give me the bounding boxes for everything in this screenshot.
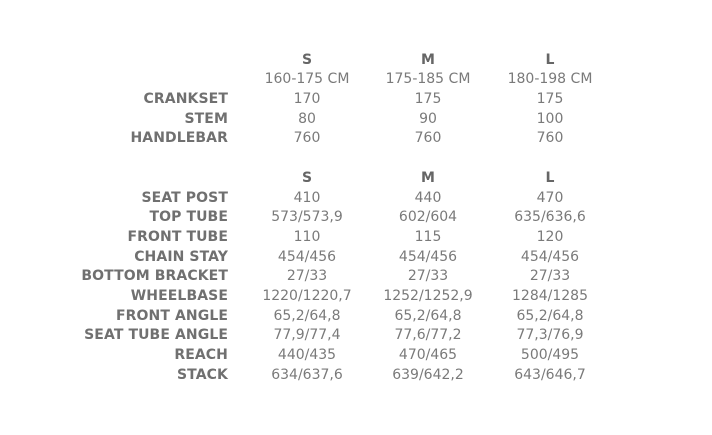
row-label-chain-stay: CHAIN STAY <box>134 249 228 265</box>
value-cell: 77,6/77,2 <box>394 327 462 343</box>
value-cell: 635/636,6 <box>514 209 586 225</box>
table-row-bottom-bracket <box>0 266 712 286</box>
value-cell: 639/642,2 <box>392 367 464 383</box>
height-range-s: 160-175 CM <box>264 71 350 87</box>
value-cell: 602/604 <box>398 209 458 225</box>
value-cell: 470 <box>536 190 564 206</box>
row-label-seat-tube-angle: SEAT TUBE ANGLE <box>84 327 228 343</box>
row-label-seat-post: SEAT POST <box>141 190 228 206</box>
table-row-wheelbase <box>0 286 712 306</box>
value-cell: 1252/1252,9 <box>383 288 473 304</box>
table-row-crankset <box>0 89 712 109</box>
value-cell: 27/33 <box>286 268 328 284</box>
value-cell: 500/495 <box>520 347 580 363</box>
value-cell: 175 <box>536 91 564 107</box>
value-cell: 27/33 <box>407 268 449 284</box>
value-cell: 440 <box>414 190 442 206</box>
value-cell: 440/435 <box>277 347 337 363</box>
value-cell: 170 <box>293 91 321 107</box>
value-cell: 115 <box>414 229 442 245</box>
value-cell: 110 <box>293 229 321 245</box>
table-row-front-tube <box>0 227 712 247</box>
value-cell: 65,2/64,8 <box>394 308 462 324</box>
value-cell: 65,2/64,8 <box>273 308 341 324</box>
table-row-reach <box>0 345 712 365</box>
table-row-stack <box>0 365 712 385</box>
value-cell: 80 <box>298 111 316 127</box>
value-cell: 454/456 <box>520 249 580 265</box>
value-cell: 634/637,6 <box>271 367 343 383</box>
value-cell: 27/33 <box>529 268 571 284</box>
height-range-m: 175-185 CM <box>385 71 471 87</box>
size-header-m: M <box>421 170 435 186</box>
size-header-l: L <box>545 170 555 186</box>
value-cell: 410 <box>293 190 321 206</box>
size-header-m: M <box>421 52 435 68</box>
value-cell: 454/456 <box>398 249 458 265</box>
table-row-seat-post <box>0 188 712 208</box>
value-cell: 760 <box>293 130 321 146</box>
value-cell: 760 <box>414 130 442 146</box>
value-cell: 470/465 <box>398 347 458 363</box>
value-cell: 760 <box>536 130 564 146</box>
table1-size-header-row <box>0 50 712 70</box>
row-label-stack: STACK <box>176 367 228 383</box>
size-header-l: L <box>545 52 555 68</box>
row-label-stem: STEM <box>184 111 228 127</box>
value-cell: 77,9/77,4 <box>273 327 341 343</box>
value-cell: 454/456 <box>277 249 337 265</box>
table-row-handlebar <box>0 128 712 148</box>
row-label-wheelbase: WHEELBASE <box>130 288 228 304</box>
table1-height-range-row <box>0 69 712 89</box>
value-cell: 65,2/64,8 <box>516 308 584 324</box>
value-cell: 1284/1285 <box>512 288 588 304</box>
value-cell: 120 <box>536 229 564 245</box>
row-label-front-tube: FRONT TUBE <box>127 229 228 245</box>
table-row-stem <box>0 109 712 129</box>
table-row-front-angle <box>0 306 712 326</box>
size-header-s: S <box>301 52 313 68</box>
value-cell: 1220/1220,7 <box>262 288 352 304</box>
value-cell: 77,3/76,9 <box>516 327 584 343</box>
row-label-reach: REACH <box>174 347 228 363</box>
row-label-top-tube: TOP TUBE <box>149 209 228 225</box>
value-cell: 175 <box>414 91 442 107</box>
table-row-seat-tube-angle <box>0 325 712 345</box>
row-label-bottom-bracket: BOTTOM BRACKET <box>81 268 228 284</box>
value-cell: 100 <box>536 111 564 127</box>
value-cell: 643/646,7 <box>514 367 586 383</box>
table-row-top-tube <box>0 207 712 227</box>
value-cell: 573/573,9 <box>271 209 343 225</box>
row-label-handlebar: HANDLEBAR <box>130 130 228 146</box>
row-label-crankset: CRANKSET <box>143 91 228 107</box>
table-row-chain-stay <box>0 247 712 267</box>
size-header-s: S <box>301 170 313 186</box>
table2-size-header-row <box>0 168 712 188</box>
height-range-l: 180-198 CM <box>507 71 593 87</box>
row-label-front-angle: FRONT ANGLE <box>115 308 228 324</box>
value-cell: 90 <box>419 111 437 127</box>
